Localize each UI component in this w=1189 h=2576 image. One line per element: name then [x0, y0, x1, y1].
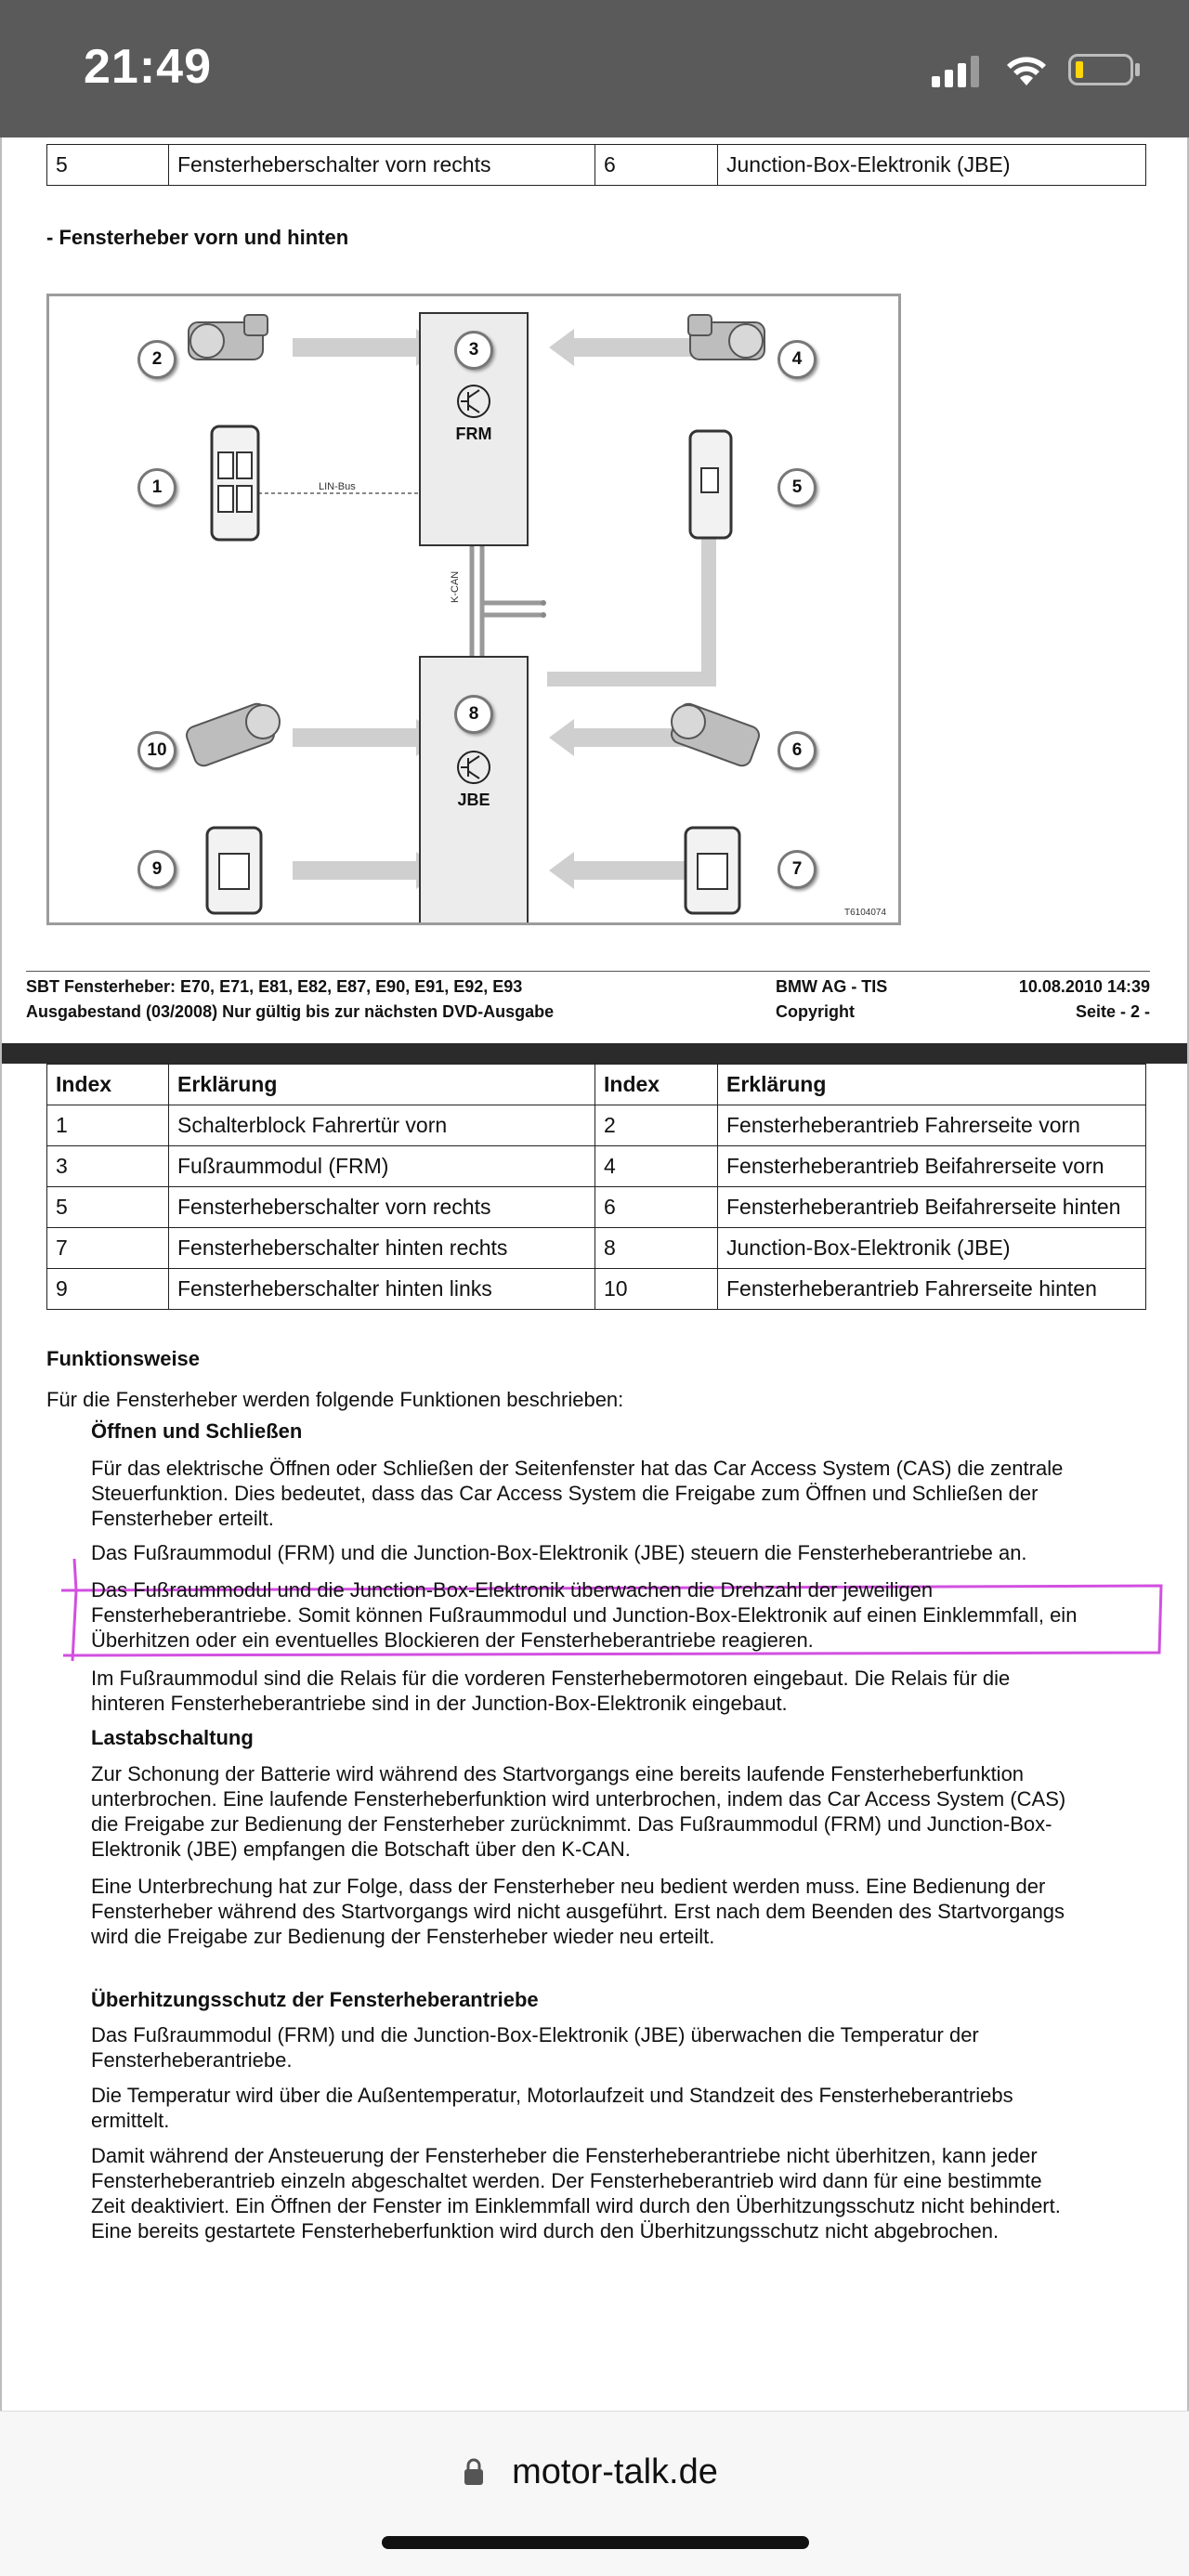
footer-left	[26, 974, 554, 1025]
window-motor-2-icon	[189, 315, 268, 360]
table-cell: Junction-Box-Elektronik (JBE)	[718, 1228, 1146, 1269]
text-line: Fensterheberantrieb einzeln abgeschaltet werden. Der Fensterheberantrieb wird dann für eine bestimmte	[91, 2169, 1042, 2192]
callout-1: 1	[137, 468, 176, 507]
table-cell: 5	[47, 145, 169, 186]
footer-doc-title: SBT Fensterheber: E70, E71, E81, E82, E87, E90, E91, E92, E93	[26, 977, 523, 996]
table-row	[47, 1228, 1146, 1269]
footer-edition: Ausgabestand (03/2008) Nur gültig bis zur nächsten DVD-Ausgabe	[26, 1002, 555, 1021]
table-row	[47, 145, 1146, 186]
battery-tip	[1135, 63, 1140, 76]
callout-10: 10	[137, 731, 176, 770]
text-line: Zeit deaktiviert. Ein Öffnen der Fenster im Einklemmfall wird durch den Überhitzungsschutz nicht behindert.	[91, 2194, 1061, 2217]
home-indicator[interactable]	[382, 2536, 809, 2549]
switch-block-1-icon	[212, 426, 258, 540]
table-cell: Schalterblock Fahrertür vorn	[169, 1105, 595, 1146]
image-code: T6104074	[844, 908, 887, 918]
table-cell: 1	[47, 1105, 169, 1146]
callout-2: 2	[137, 340, 176, 379]
paragraph-damit	[91, 2143, 1061, 2243]
window-motor-6-icon	[669, 701, 762, 768]
text-line: Eine bereits gestartete Fensterheberfunktion wird durch den Überhitzungsschutz nicht abgebrochen.	[91, 2219, 1000, 2243]
paragraph-last	[91, 1761, 1065, 1862]
jbe-label: JBE	[457, 791, 490, 809]
text-line: Überhitzen oder ein eventuelles Blockieren der Fensterheberantriebe reagieren.	[91, 1628, 814, 1652]
footer-rule	[26, 971, 1150, 972]
column-header-erklaerung: Erklärung	[169, 1065, 595, 1105]
status-time: 21:49	[84, 40, 212, 94]
frm-label: FRM	[455, 425, 492, 443]
table-row	[47, 1146, 1146, 1187]
table-cell: Fensterheberantrieb Beifahrerseite vorn	[718, 1146, 1146, 1187]
wifi-icon	[1005, 54, 1048, 87]
text-line: Fensterheberantriebe. Somit können Fußraummodul und Junction-Box-Elektronik auf einen Einklemmfall, ein	[91, 1603, 1078, 1627]
footer-mid	[776, 974, 887, 1025]
text-line: Damit während der Ansteuerung der Fensterheber die Fensterheberantriebe nicht überhitzen, kann jeder	[91, 2144, 1038, 2167]
page-divider	[0, 1043, 1189, 1064]
intro-text: Für die Fensterheber werden folgende Funktionen beschrieben:	[46, 1388, 624, 1411]
signal-icon	[932, 56, 984, 87]
switch-7-icon	[686, 828, 739, 913]
callout-7: 7	[777, 850, 817, 889]
footer-page-number: Seite - 2 -	[1075, 1002, 1150, 1021]
text-line: Für das elektrische Öffnen oder Schließen der Seitenfenster hat das Car Access System (CAS) die zentrale	[91, 1457, 1064, 1480]
top-table-fragment	[46, 144, 1146, 186]
heading-oeffnen: Öffnen und Schließen	[91, 1419, 303, 1443]
table-cell: 4	[595, 1146, 718, 1187]
text-line: die Freigabe zur Bedienung der Fensterheber zurücknimmt. Das Fußraummodul (FRM) und Junction-Box-	[91, 1812, 1052, 1836]
paragraph-steuern: Das Fußraummodul (FRM) und die Junction-Box-Elektronik (JBE) steuern die Fensterheberantriebe an.	[91, 1541, 1027, 1564]
table-cell: Fensterheberantrieb Fahrerseite hinten	[718, 1269, 1146, 1310]
table-row	[47, 1269, 1146, 1310]
wiring-diagram	[46, 294, 901, 925]
paragraph-relais	[91, 1666, 1010, 1716]
table-row	[47, 1187, 1146, 1228]
text-line: Das Fußraummodul (FRM) und die Junction-Box-Elektronik (JBE) überwachen die Temperatur der	[91, 2023, 979, 2046]
table-cell: 5	[47, 1187, 169, 1228]
table-cell: 7	[47, 1228, 169, 1269]
footer-right	[929, 974, 1150, 1025]
text-line: Eine Unterbrechung hat zur Folge, dass der Fensterheber neu bedient werden muss. Eine Bedienung der	[91, 1875, 1046, 1898]
transistor-icon	[455, 749, 492, 786]
paragraph-cas	[91, 1456, 1063, 1531]
jbe-module	[419, 656, 529, 925]
table-cell: 9	[47, 1269, 169, 1310]
frm-module	[419, 312, 529, 546]
kcan-label: K-CAN	[450, 570, 461, 603]
text-line: Fensterheber erteilt.	[91, 1507, 274, 1530]
switch-9-icon	[207, 828, 261, 913]
table-cell: 2	[595, 1105, 718, 1146]
table-cell: 6	[595, 145, 718, 186]
paragraph-temperatur	[91, 2022, 979, 2073]
callout-9: 9	[137, 850, 176, 889]
text-line: wird die Freigabe zur Bedienung der Fensterheber wieder neu erteilt.	[91, 1925, 715, 1948]
address-bar[interactable]: motor-talk.de	[512, 2452, 718, 2491]
heading-funktionsweise: Funktionsweise	[46, 1347, 201, 1370]
status-bar	[0, 0, 1189, 137]
paragraph-highlighted	[91, 1577, 1077, 1653]
page-border-left	[0, 137, 2, 2411]
callout-4: 4	[777, 340, 817, 379]
column-header-index: Index	[47, 1065, 169, 1105]
callout-6: 6	[777, 731, 817, 770]
text-line: hinteren Fensterheberantriebe sind in der Junction-Box-Elektronik eingebaut.	[91, 1692, 788, 1715]
table-cell: Fensterheberschalter vorn rechts	[169, 1187, 595, 1228]
table-cell: Fensterheberantrieb Beifahrerseite hinten	[718, 1187, 1146, 1228]
heading-lastabschaltung: Lastabschaltung	[91, 1726, 254, 1749]
table-cell: 10	[595, 1269, 718, 1310]
table-cell: Fensterheberschalter hinten links	[169, 1269, 595, 1310]
text-line: Steuerfunktion. Dies bedeutet, dass das Car Access System die Freigabe zum Öffnen und Schließen der	[91, 1482, 1039, 1505]
switch-5-icon	[690, 431, 731, 538]
table-cell: Junction-Box-Elektronik (JBE)	[718, 145, 1146, 186]
table-cell: Fensterheberschalter vorn rechts	[169, 145, 595, 186]
window-motor-4-icon	[688, 315, 764, 360]
callout-5: 5	[777, 468, 817, 507]
text-line: Die Temperatur wird über die Außentemperatur, Motorlaufzeit und Standzeit des Fensterheberantriebs	[91, 2084, 1013, 2107]
text-line: Fensterheber während des Startvorgangs wird nicht ausgeführt. Erst nach dem Beenden des Startvorgangs	[91, 1900, 1065, 1923]
callout-8: 8	[454, 695, 493, 734]
column-header-erklaerung: Erklärung	[718, 1065, 1146, 1105]
paragraph-unterbrechung	[91, 1874, 1065, 1949]
lin-bus-label: LIN-Bus	[319, 481, 356, 492]
text-line: unterbrochen. Eine laufende Fensterheberfunktion wird unterbrochen, indem das Car Access System (CAS)	[91, 1787, 1066, 1811]
footer-copyright: Copyright	[776, 1002, 855, 1021]
transistor-icon	[455, 383, 492, 420]
table-cell: Fensterheberantrieb Fahrerseite vorn	[718, 1105, 1146, 1146]
browser-bottom-bar[interactable]	[0, 2411, 1189, 2576]
table-row	[47, 1105, 1146, 1146]
paragraph-ermittlung	[91, 2083, 1013, 2133]
window-motor-10-icon	[184, 701, 280, 768]
text-line: Fensterheberantriebe.	[91, 2048, 293, 2072]
table-cell: 6	[595, 1187, 718, 1228]
table-header-row	[47, 1065, 1146, 1105]
heading-ueberhitzung: Überhitzungsschutz der Fensterheberantriebe	[91, 1988, 539, 2011]
document-page-2	[0, 1064, 1189, 2411]
table-cell: Fußraummodul (FRM)	[169, 1146, 595, 1187]
column-header-index: Index	[595, 1065, 718, 1105]
table-cell: 8	[595, 1228, 718, 1269]
text-line: Das Fußraummodul und die Junction-Box-Elektronik überwachen die Drehzahl der jeweiligen	[91, 1578, 934, 1602]
text-line: Elektronik (JBE) empfangen die Botschaft über den K-CAN.	[91, 1837, 631, 1861]
callout-3: 3	[454, 331, 493, 370]
text-line: ermittelt.	[91, 2109, 170, 2132]
text-line: Zur Schonung der Batterie wird während des Startvorgangs eine bereits laufende Fensterheberfunktion	[91, 1762, 1025, 1785]
diagram-title: - Fensterheber vorn und hinten	[46, 226, 349, 249]
legend-table	[46, 1064, 1146, 1310]
table-cell: Fensterheberschalter hinten rechts	[169, 1228, 595, 1269]
text-line: Im Fußraummodul sind die Relais für die vorderen Fensterhebermotoren eingebaut. Die Relais für die	[91, 1667, 1011, 1690]
battery-icon	[1068, 54, 1133, 85]
footer-date: 10.08.2010 14:39	[1018, 977, 1150, 996]
footer-publisher: BMW AG - TIS	[776, 977, 888, 996]
table-cell: 3	[47, 1146, 169, 1187]
